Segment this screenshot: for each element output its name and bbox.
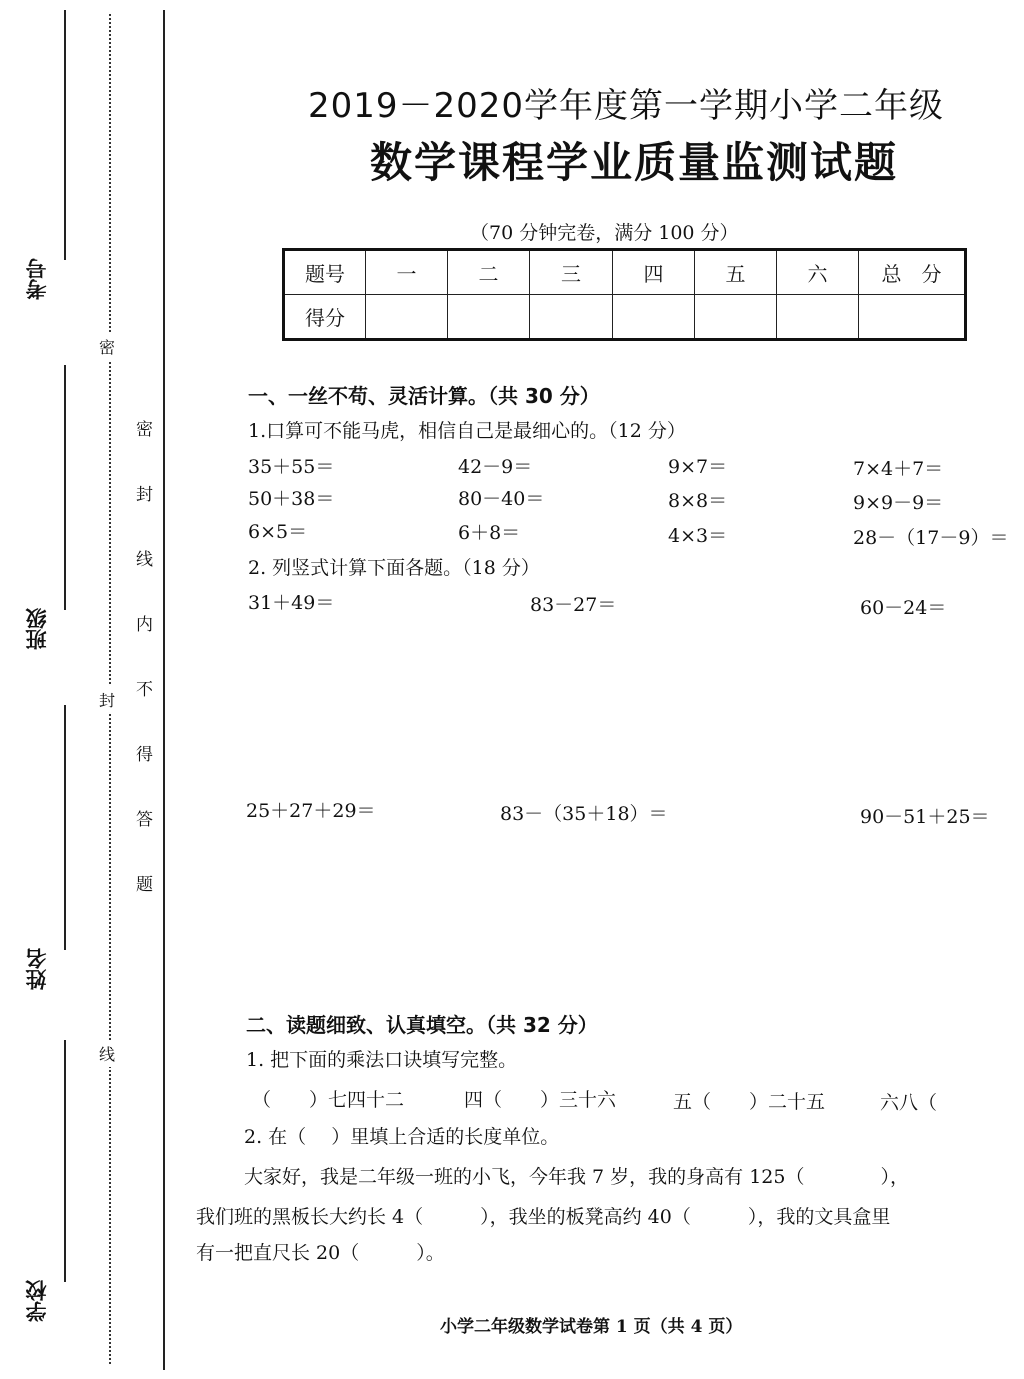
seal-char: 不 — [136, 680, 153, 700]
score-col-3: 三 — [530, 250, 613, 295]
oral-problem: 4×3＝ — [668, 525, 728, 547]
oral-problem: 50＋38＝ — [248, 488, 335, 510]
seal-mark-feng: 封 — [99, 686, 115, 713]
oral-problem: 6×5＝ — [248, 521, 308, 543]
exam-number-label: 考号 — [25, 258, 49, 300]
seal-char: 内 — [136, 615, 153, 635]
exam-number-blank[interactable] — [64, 10, 66, 260]
class-label: 班级 — [25, 608, 49, 650]
oral-problem: 9×7＝ — [668, 456, 728, 478]
seal-mark-mi: 密 — [99, 333, 115, 360]
section2-heading: 二、读题细致、认真填空。（共 32 分） — [246, 1013, 598, 1037]
vertical-problem: 83－（35＋18）＝ — [500, 803, 668, 825]
seal-char: 密 — [136, 420, 153, 440]
margin-border-line — [163, 10, 165, 1370]
page-footer: 小学二年级数学试卷第 1 页（共 4 页） — [440, 1317, 743, 1337]
section2-q1: 1. 把下面的乘法口诀填写完整。 — [246, 1049, 518, 1071]
oral-problem: 42－9＝ — [458, 456, 533, 478]
oral-problem: 9×9－9＝ — [853, 492, 944, 514]
vertical-problem: 25＋27＋29＝ — [246, 800, 376, 822]
score-cell[interactable] — [859, 295, 966, 340]
oral-problem: 35＋55＝ — [248, 456, 335, 478]
score-col-total: 总 分 — [859, 250, 966, 295]
multiplication-blank-item: 五（ ）二十五 — [673, 1091, 826, 1113]
oral-problem: 28－（17－9）＝ — [853, 527, 1009, 549]
score-col-label: 题号 — [284, 250, 366, 295]
multiplication-blank-item: （ ）七四十二 — [252, 1089, 405, 1111]
score-col-4: 四 — [613, 250, 695, 295]
section1-heading: 一、一丝不苟、灵活计算。（共 30 分） — [248, 384, 600, 408]
exam-subtitle: （70 分钟完卷，满分 100 分） — [470, 222, 739, 244]
score-table-score-row — [284, 295, 966, 340]
fill-paragraph-line: 大家好，我是二年级一班的小飞，今年我 7 岁，我的身高有 125（ ）， — [244, 1166, 909, 1188]
score-row-label: 得分 — [284, 295, 366, 340]
school-label: 学校 — [25, 1280, 49, 1322]
score-cell[interactable] — [530, 295, 613, 340]
seal-char: 题 — [136, 875, 153, 895]
score-col-6: 六 — [777, 250, 859, 295]
oral-problem: 6＋8＝ — [458, 522, 521, 544]
fill-paragraph-line: 有一把直尺长 20（ ）。 — [196, 1242, 445, 1264]
oral-problem: 80－40＝ — [458, 488, 545, 510]
exam-title-line2: 数学课程学业质量监测试题 — [370, 138, 899, 187]
vertical-problem: 83－27＝ — [530, 594, 617, 616]
score-cell[interactable] — [448, 295, 530, 340]
exam-title-line1: 2019－2020学年度第一学期小学二年级 — [308, 86, 945, 126]
vertical-problem: 60－24＝ — [860, 597, 947, 619]
oral-problem: 7×4＋7＝ — [853, 458, 944, 480]
score-cell[interactable] — [695, 295, 777, 340]
seal-char: 封 — [136, 485, 153, 505]
score-table-header-row — [284, 250, 966, 295]
score-col-2: 二 — [448, 250, 530, 295]
fill-paragraph-line: 我们班的黑板长大约长 4（ ），我坐的板凳高约 40（ ），我的文具盒里 — [196, 1206, 891, 1228]
section2-q2: 2. 在（ ）里填上合适的长度单位。 — [244, 1126, 560, 1148]
score-cell[interactable] — [777, 295, 859, 340]
section1-part2-title: 2. 列竖式计算下面各题。（18 分） — [248, 557, 540, 579]
oral-problem: 8×8＝ — [668, 490, 728, 512]
seal-notice-column — [136, 420, 156, 940]
seal-char: 得 — [136, 745, 153, 765]
class-blank[interactable] — [64, 365, 66, 610]
multiplication-blank-item: 四（ ）三十六 — [464, 1089, 617, 1111]
section1-part1-title: 1.口算可不能马虎，相信自己是最细心的。（12 分） — [248, 420, 686, 442]
vertical-problem: 31＋49＝ — [248, 592, 335, 614]
seal-mark-xian: 线 — [99, 1040, 115, 1067]
school-blank[interactable] — [64, 1040, 66, 1282]
score-col-1: 一 — [366, 250, 448, 295]
name-blank[interactable] — [64, 705, 66, 950]
seal-char: 答 — [136, 810, 153, 830]
score-col-5: 五 — [695, 250, 777, 295]
seal-char: 线 — [136, 550, 153, 570]
score-cell[interactable] — [613, 295, 695, 340]
score-cell[interactable] — [366, 295, 448, 340]
score-table — [282, 248, 967, 341]
vertical-problem: 90－51＋25＝ — [860, 806, 990, 828]
name-label: 姓名 — [25, 948, 49, 990]
multiplication-blank-item: 六八（ — [880, 1092, 938, 1114]
